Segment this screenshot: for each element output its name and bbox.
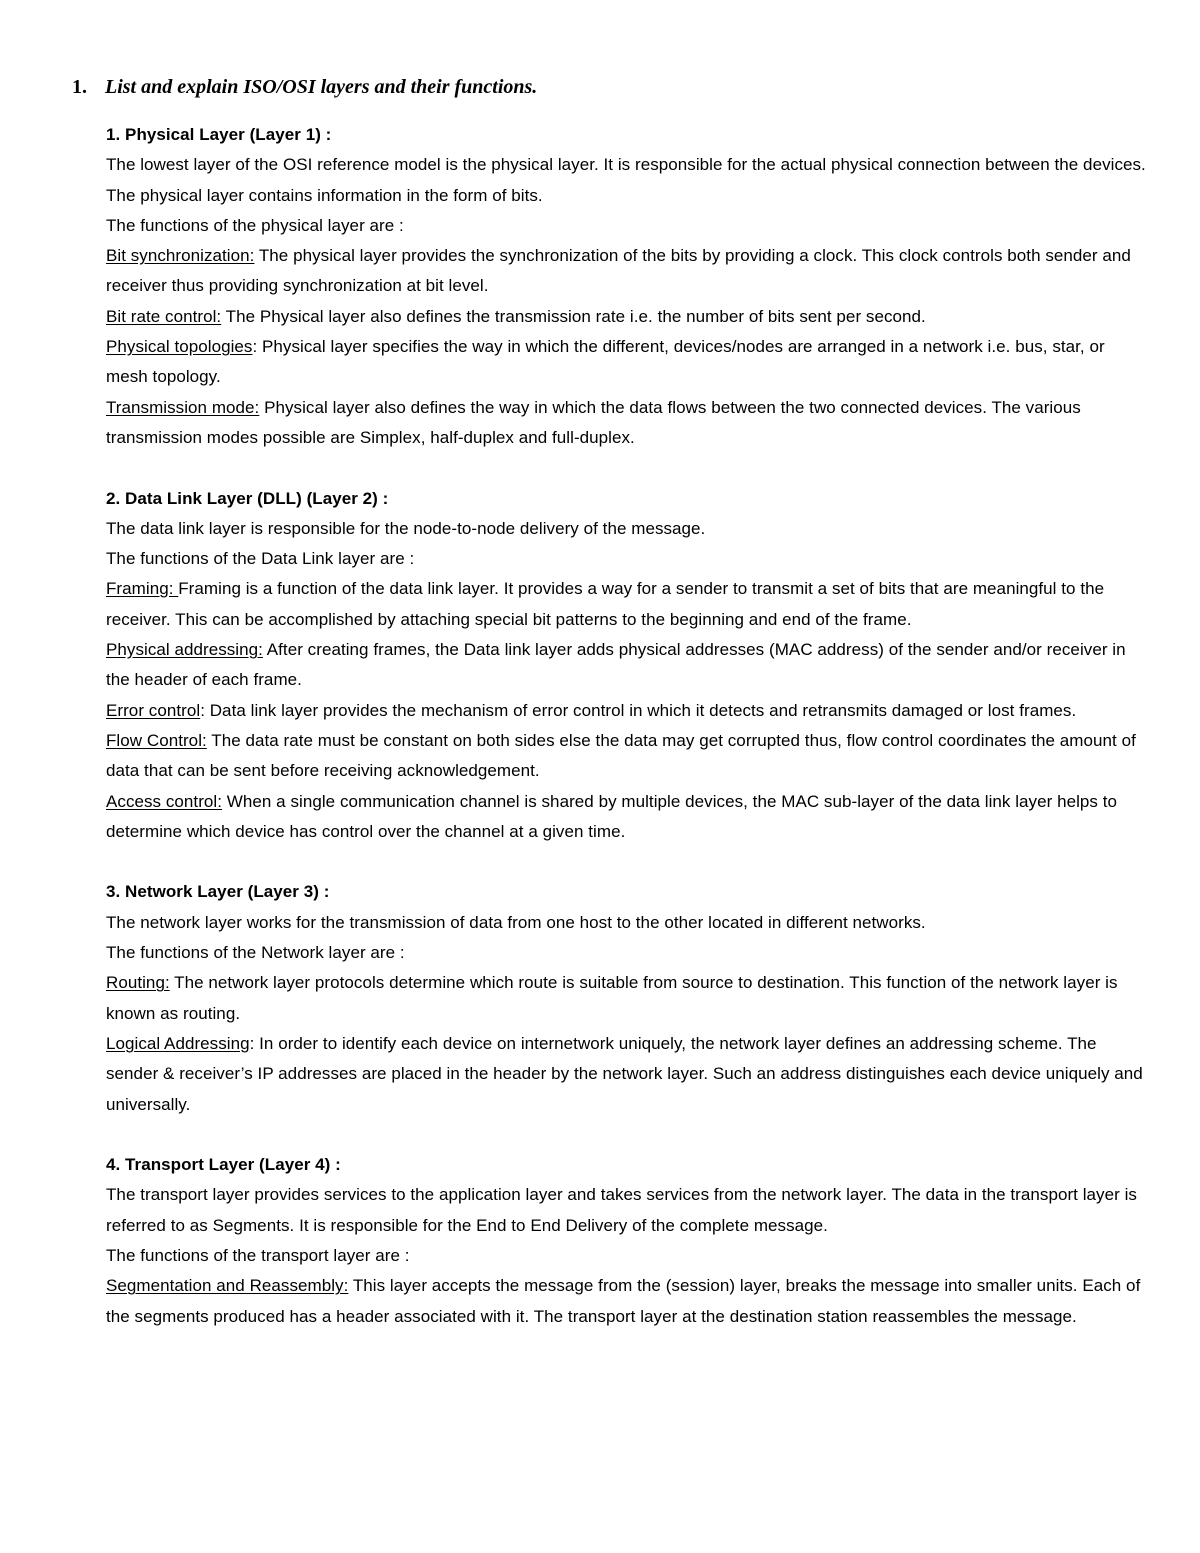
function-term: Access control: bbox=[106, 791, 223, 811]
function-item bbox=[106, 696, 1146, 726]
answer-content bbox=[106, 120, 1146, 1332]
section-data-link-layer bbox=[106, 484, 1146, 848]
function-text: The physical layer provides the synchronization of the bits by providing a clock. This clock controls both sender and receiver thus providing synchronization at bit level. bbox=[106, 246, 1131, 296]
function-term: Framing: bbox=[106, 579, 179, 599]
function-text: : In order to identify each device on internetwork uniquely, the network layer defines an addressing scheme. The sender & receiver’s IP addresses are placed in the header by the network layer. Such an address distinguishes each device uniquely and universally. bbox=[106, 1033, 1143, 1114]
section-transport-layer bbox=[106, 1150, 1146, 1332]
function-term: Segmentation and Reassembly: bbox=[106, 1276, 349, 1296]
function-term: Physical topologies bbox=[106, 337, 253, 357]
function-term: Error control bbox=[106, 700, 201, 720]
question-number: 1. bbox=[72, 76, 87, 98]
function-term: Logical Addressing bbox=[106, 1033, 250, 1053]
function-term: Bit rate control: bbox=[106, 306, 222, 326]
section-heading: 2. Data Link Layer (DLL) (Layer 2) : bbox=[106, 488, 389, 508]
section-heading: 1. Physical Layer (Layer 1) : bbox=[106, 125, 332, 144]
section-physical-layer bbox=[106, 120, 1146, 453]
function-item bbox=[106, 393, 1146, 454]
function-text: Framing is a function of the data link layer. It provides a way for a sender to transmit a set of bits that are meaningful to the receiver. This can be accomplished by attaching special bit patterns to the beginning and end of the frame. bbox=[106, 579, 1105, 629]
function-term: Flow Control: bbox=[106, 730, 207, 750]
function-term: Routing: bbox=[106, 973, 170, 993]
function-item bbox=[106, 1029, 1146, 1120]
question-text: List and explain ISO/OSI layers and their functions. bbox=[105, 76, 538, 98]
function-item bbox=[106, 241, 1146, 302]
function-text: : Physical layer specifies the way in which the different, devices/nodes are arranged in a network i.e. bus, star, or mesh topology. bbox=[106, 337, 1105, 387]
function-term: Physical addressing: bbox=[106, 640, 263, 660]
function-text: This layer accepts the message from the (session) layer, breaks the message into smaller units. Each of the segments produced has a header associated with it. The transport layer at the destination station reassembles the message. bbox=[106, 1276, 1141, 1326]
function-item bbox=[106, 302, 1146, 332]
function-item bbox=[106, 635, 1146, 696]
section-intro: The transport layer provides services to the application layer and takes services from the network layer. The data in the transport layer is referred to as Segments. It is responsible for the End to End Delivery of the complete message. bbox=[106, 1185, 1137, 1235]
section-heading: 3. Network Layer (Layer 3) : bbox=[106, 882, 330, 902]
function-item bbox=[106, 968, 1146, 1029]
function-item bbox=[106, 787, 1146, 848]
function-text: After creating frames, the Data link layer adds physical addresses (MAC address) of the sender and/or receiver in the header of each frame. bbox=[106, 640, 1126, 690]
function-text: When a single communication channel is shared by multiple devices, the MAC sub-layer of the data link layer helps to determine which device has control over the channel at a given time. bbox=[106, 791, 1118, 841]
function-term: Bit synchronization: bbox=[106, 246, 255, 266]
function-text: : Data link layer provides the mechanism of error control in which it detects and retransmits damaged or lost frames. bbox=[200, 700, 1077, 720]
function-item bbox=[106, 726, 1146, 787]
function-text: The Physical layer also defines the transmission rate i.e. the number of bits sent per second. bbox=[221, 306, 926, 326]
section-intro: The lowest layer of the OSI reference model is the physical layer. It is responsible for the actual physical connection between the devices. The physical layer contains information in the form of bits. bbox=[106, 155, 1146, 205]
function-text: The data rate must be constant on both sides else the data may get corrupted thus, flow control coordinates the amount of data that can be sent before receiving acknowledgement. bbox=[106, 730, 1136, 781]
section-heading: 4. Transport Layer (Layer 4) : bbox=[106, 1155, 341, 1175]
functions-intro: The functions of the transport layer are : bbox=[106, 1245, 410, 1265]
function-item bbox=[106, 332, 1146, 393]
function-text: The network layer protocols determine which route is suitable from source to destination. This function of the network layer is known as routing. bbox=[106, 973, 1118, 1023]
function-item bbox=[106, 1271, 1146, 1332]
section-network-layer bbox=[106, 877, 1146, 1119]
functions-intro: The functions of the Network layer are : bbox=[106, 943, 405, 963]
section-intro: The network layer works for the transmission of data from one host to the other located in different networks. bbox=[106, 912, 926, 932]
functions-intro: The functions of the physical layer are : bbox=[106, 215, 404, 235]
function-term: Transmission mode: bbox=[106, 397, 260, 417]
question-title bbox=[72, 72, 1132, 102]
function-text: Physical layer also defines the way in which the data flows between the two connected devices. The various transmission modes possible are Simplex, half-duplex and full-duplex. bbox=[106, 397, 1081, 447]
functions-intro: The functions of the Data Link layer are : bbox=[106, 549, 415, 569]
function-item bbox=[106, 574, 1146, 635]
section-intro: The data link layer is responsible for the node-to-node delivery of the message. bbox=[106, 518, 706, 538]
